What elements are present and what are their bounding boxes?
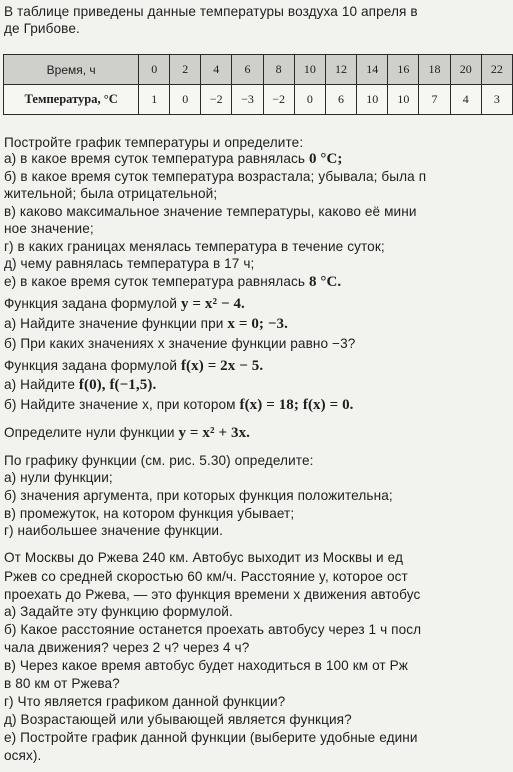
task-text	[4, 296, 245, 312]
task-text-part: а) Найдите	[4, 377, 79, 392]
task-text: чала движения? через 2 ч? через 4 ч?	[4, 640, 250, 655]
task-text: д) Возрастающей или убывающей является функция?	[4, 712, 352, 727]
task-text: е) Постройте график данной функции (выберите удобные едини	[4, 730, 418, 745]
temp-cell: 10	[388, 85, 419, 115]
task-text-part: а) Найдите значение функции при	[4, 316, 228, 331]
task-text: в) каково максимальное значение температуры, каково её мини	[4, 204, 417, 219]
task-text: От Москвы до Ржева 240 км. Автобус выходит из Москвы и ед	[4, 550, 403, 565]
temp-cell: 3	[481, 85, 512, 115]
time-cell: 8	[263, 55, 294, 85]
temp-cell: −2	[201, 85, 232, 115]
time-cell: 6	[232, 55, 263, 85]
task-text: г) в каких границах менялась температура в течение суток;	[4, 239, 385, 254]
task-text: б) значения аргумента, при которых функция положительна;	[4, 488, 393, 503]
task-text	[4, 377, 156, 393]
formula: x = 0; −3.	[227, 316, 288, 332]
task-text-part: е) в какое время суток температура равнялась	[4, 274, 309, 289]
task-text: жительной; была отрицательной;	[4, 186, 218, 201]
intro-line-1: В таблице приведены данные температуры воздуха 10 апреля в	[4, 4, 418, 19]
time-cell: 2	[170, 55, 201, 85]
time-row-label: Время, ч	[4, 55, 139, 85]
time-row	[4, 55, 513, 85]
temp-cell: 1	[139, 85, 170, 115]
task-text: Ржев со средней скоростью 60 км/ч. Расстояние y, которое ост	[4, 569, 408, 584]
temperature-row-label: Температура, °C	[4, 85, 139, 115]
task-text: По графику функции (см. рис. 5.30) определите:	[4, 453, 314, 468]
temp-cell: 6	[325, 85, 356, 115]
task-text-part: Функция задана формулой	[4, 358, 181, 373]
task-text	[4, 316, 288, 332]
temperature-table	[3, 54, 513, 115]
task-text: в) промежуток, на котором функция убывает;	[4, 506, 295, 521]
formula: f(x) = 2x − 5.	[180, 358, 264, 374]
task-text	[4, 358, 263, 374]
formula: 0 °С;	[308, 151, 343, 167]
task-text: а) Задайте эту функцию формулой.	[4, 604, 233, 619]
task-text: б) При каких значениях x значение функции равно −3?	[4, 336, 356, 351]
task-text: ное значение;	[4, 221, 94, 236]
time-cell: 22	[481, 55, 512, 85]
time-cell: 20	[450, 55, 481, 85]
temp-cell: 0	[294, 85, 325, 115]
task-text-part: Функция задана формулой	[4, 296, 181, 311]
task-text: а) нули функции;	[4, 470, 113, 485]
time-cell: 14	[357, 55, 388, 85]
task-text: проехать до Ржева, — это функция времени x движения автобус	[4, 587, 421, 602]
task-text	[4, 425, 250, 441]
task-text: в 80 км от Ржева?	[4, 676, 120, 691]
task-text	[4, 274, 341, 290]
task-text: б) в какое время суток температура возрастала; убывала; была п	[4, 169, 427, 184]
time-cell: 16	[388, 55, 419, 85]
temp-cell: 4	[450, 85, 481, 115]
task-text-part: Определите нули функции	[4, 425, 179, 440]
task-text: осях).	[4, 748, 42, 763]
task-text: б) Какое расстояние останется проехать автобусу через 1 ч посл	[4, 622, 422, 637]
task-text: г) Что является графиком данной функции?	[4, 694, 286, 709]
formula: f(x) = 18; f(x) = 0.	[239, 397, 354, 413]
task-text: г) наибольшее значение функции.	[4, 523, 223, 538]
formula: f(0), f(−1,5).	[78, 377, 157, 393]
time-cell: 12	[325, 55, 356, 85]
task-text	[4, 397, 354, 413]
formula: 8 °С.	[308, 274, 342, 290]
task-text: в) Через какое время автобус будет находиться в 100 км от Рж	[4, 658, 408, 673]
task-text-part: а) в какое время суток температура равнялась	[4, 151, 309, 166]
temp-cell: 0	[170, 85, 201, 115]
formula: y = x² + 3x.	[178, 425, 251, 441]
formula: y = x² − 4.	[180, 296, 245, 312]
intro-line-2: де Грибове.	[4, 21, 80, 36]
temperature-row	[4, 85, 513, 115]
temp-cell: 10	[357, 85, 388, 115]
task-text: д) чему равнялась температура в 17 ч;	[4, 256, 255, 271]
time-cell: 0	[139, 55, 170, 85]
time-cell: 10	[294, 55, 325, 85]
time-cell: 4	[201, 55, 232, 85]
temp-cell: −3	[232, 85, 263, 115]
temp-cell: 7	[419, 85, 450, 115]
task-text: Постройте график температуры и определите:	[4, 135, 304, 150]
time-cell: 18	[419, 55, 450, 85]
temp-cell: −2	[263, 85, 294, 115]
task-text-part: б) Найдите значение x, при котором	[4, 397, 240, 412]
task-text	[4, 151, 343, 167]
